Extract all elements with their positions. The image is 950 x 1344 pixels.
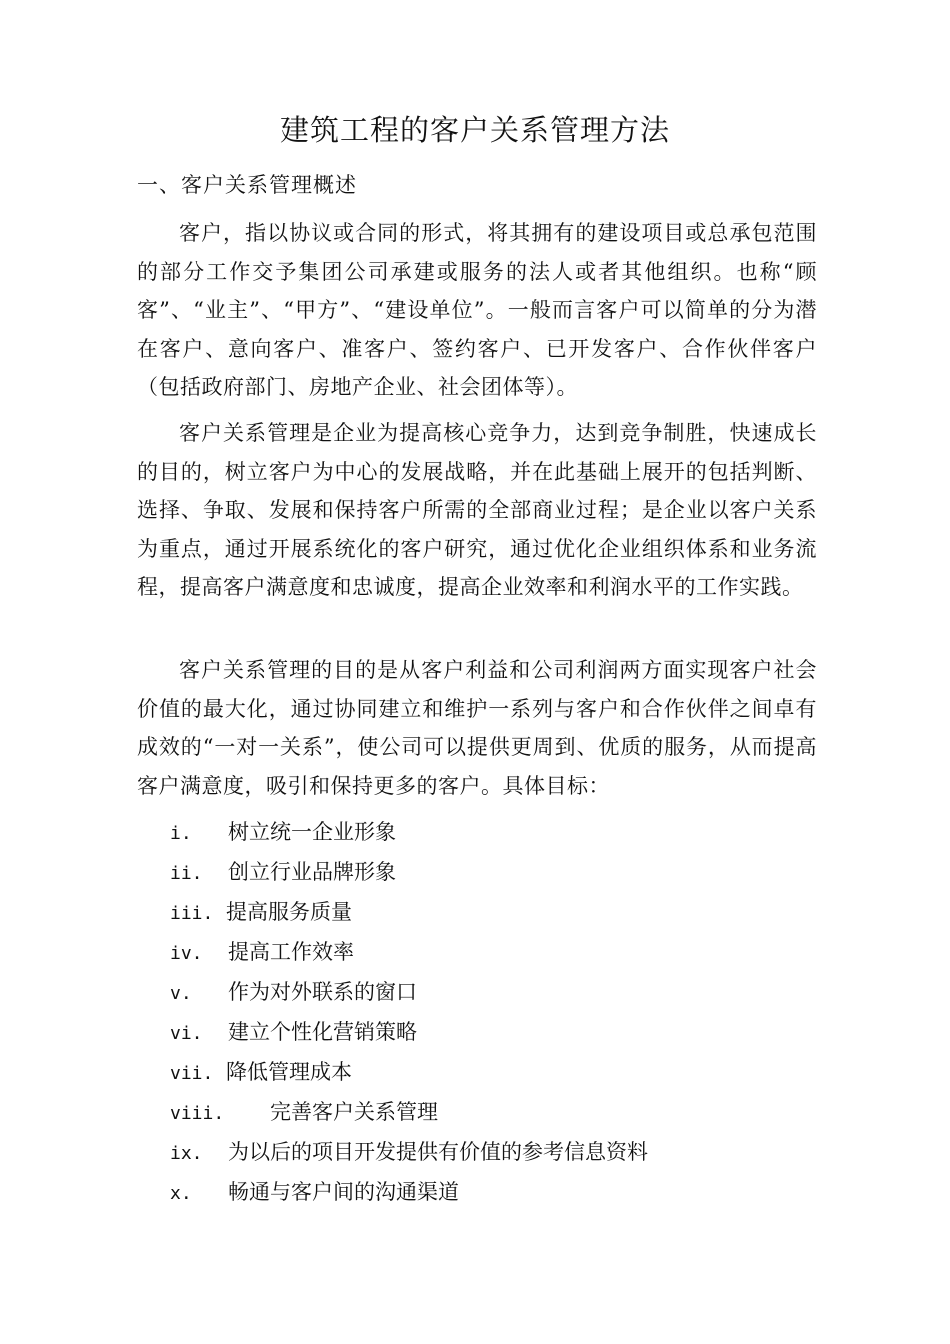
goal-number: viii.	[170, 1103, 225, 1124]
goal-number: vii.	[170, 1063, 214, 1084]
goal-text: 提高服务质量	[226, 900, 352, 924]
goal-item	[170, 1132, 648, 1172]
goal-text: 降低管理成本	[226, 1060, 352, 1084]
goal-item	[170, 892, 648, 932]
goal-number: v.	[170, 983, 192, 1004]
section-heading: 一、客户关系管理概述	[137, 173, 357, 197]
document-title: 建筑工程的客户关系管理方法	[279, 113, 670, 147]
goal-item	[170, 1052, 648, 1092]
paragraph-customer-definition: 客户，指以协议或合同的形式，将其拥有的建设项目或总承包范围的部分工作交予集团公司承建或服务的法人或者其他组织。也称“顾客”、“业主”、“甲方”、“建设单位”。一般而言客户可以简单的分为潜在客户、意向客户、准客户、签约客户、已开发客户、合作伙伴客户（包括政府部门、房地产企业、社会团体等）。	[137, 221, 817, 399]
goal-text: 作为对外联系的窗口	[228, 980, 417, 1004]
goal-number: ix.	[170, 1143, 203, 1164]
goal-item	[170, 972, 648, 1012]
goal-number: iv.	[170, 943, 203, 964]
goal-number: x.	[170, 1183, 192, 1204]
goal-item	[170, 1012, 648, 1052]
goal-item	[170, 1092, 648, 1132]
goal-item	[170, 852, 648, 892]
goal-number: vi.	[170, 1023, 203, 1044]
goal-number: iii.	[170, 903, 214, 924]
goal-text: 建立个性化营销策略	[228, 1020, 417, 1044]
goal-text: 树立统一企业形象	[228, 820, 396, 844]
goal-item	[170, 812, 648, 852]
paragraph-crm-definition: 客户关系管理是企业为提高核心竞争力，达到竞争制胜，快速成长的目的，树立客户为中心的发展战略，并在此基础上展开的包括判断、选择、争取、发展和保持客户所需的全部商业过程；是企业以客户关系为重点，通过开展系统化的客户研究，通过优化企业组织体系和业务流程，提高客户满意度和忠诚度，提高企业效率和利润水平的工作实践。	[137, 421, 817, 599]
goal-number: i.	[170, 823, 192, 844]
goal-item	[170, 932, 648, 972]
goal-text: 提高工作效率	[228, 940, 354, 964]
goal-text: 创立行业品牌形象	[228, 860, 396, 884]
goal-item	[170, 1172, 648, 1212]
goal-text: 为以后的项目开发提供有价值的参考信息资料	[228, 1140, 648, 1164]
goal-number: ii.	[170, 863, 203, 884]
goal-text: 完善客户关系管理	[270, 1100, 438, 1124]
goal-list	[170, 812, 648, 1212]
goal-text: 畅通与客户间的沟通渠道	[228, 1180, 459, 1204]
paragraph-crm-goals: 客户关系管理的目的是从客户利益和公司利润两方面实现客户社会价值的最大化，通过协同建立和维护一系列与客户和合作伙伴之间卓有成效的“一对一关系”，使公司可以提供更周到、优质的服务，从而提高客户满意度，吸引和保持更多的客户。具体目标：	[137, 658, 817, 798]
